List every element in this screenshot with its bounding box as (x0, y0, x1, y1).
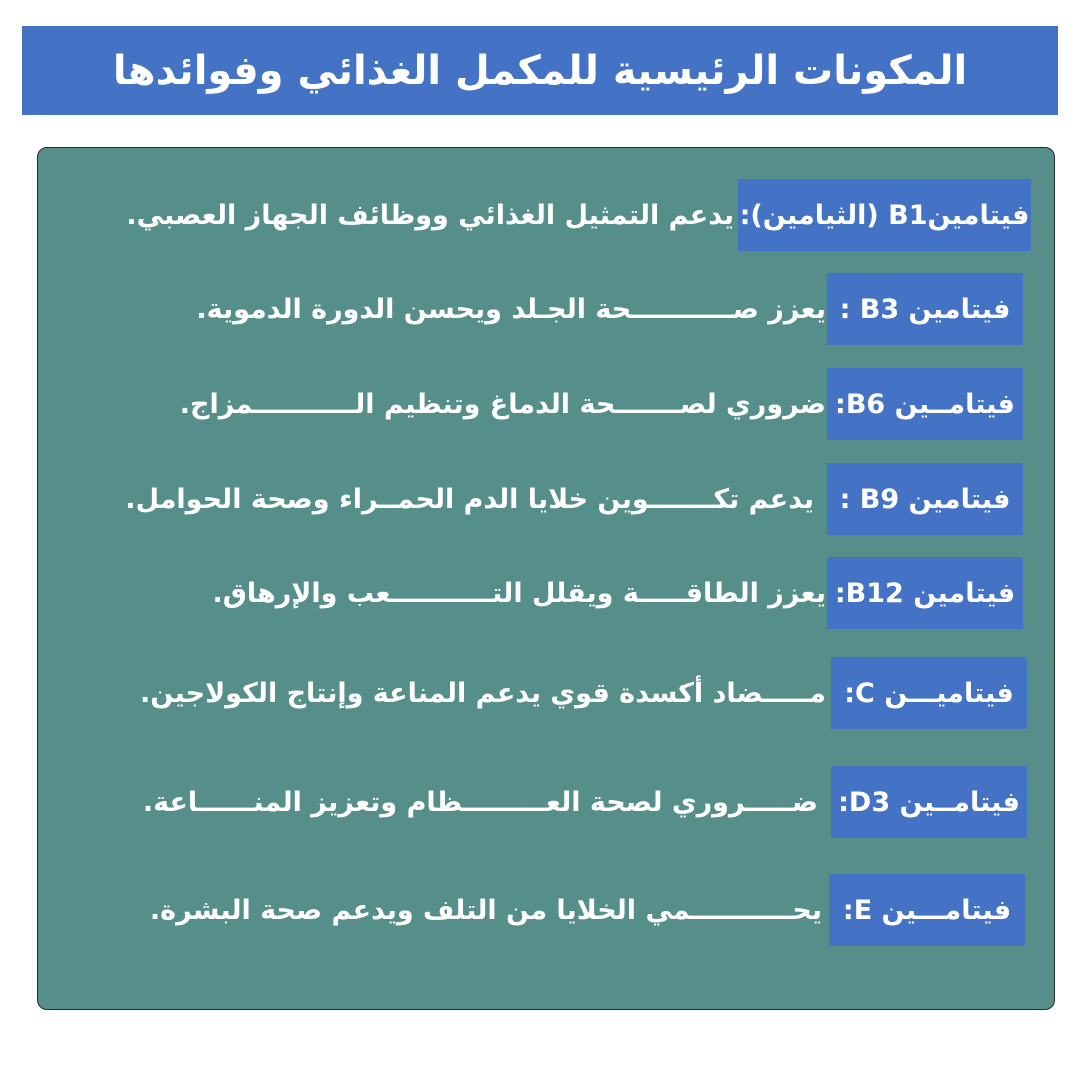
vitamin-label-box (831, 657, 1027, 729)
vitamin-label: فيتامـــين E: (842, 894, 1012, 926)
vitamin-label: فيتامــين B6: (835, 388, 1015, 420)
vitamin-label: فيتاميـــن C: (844, 677, 1014, 709)
vitamin-description: يدعم التمثيل الغذائي ووظائف الجهاز العصبي. (126, 199, 734, 231)
vitamin-label: فيتامينB1 (الثيامين): (739, 199, 1030, 231)
vitamin-description: يدعم تكـــــــوين خلايا الدم الحمــراء وصحة الحوامل. (125, 483, 814, 515)
vitamin-label-box (831, 766, 1027, 838)
vitamin-label: فيتامين B3 : (839, 293, 1011, 325)
vitamin-label-box (827, 273, 1023, 345)
vitamin-label: فيتامين B9 : (839, 483, 1011, 515)
vitamin-description: يعزز الطاقـــــة ويقلل التـــــــــــعب والإرهاق. (212, 577, 826, 609)
vitamin-description: يحـــــــــــمي الخلايا من التلف ويدعم صحة البشرة. (149, 894, 822, 926)
content-panel (37, 147, 1055, 1010)
vitamin-label-box (829, 874, 1025, 946)
vitamin-label: فيتامين B12: (834, 577, 1016, 609)
vitamin-description: يعزز صـــــــــــحة الجـلد ويحسن الدورة الدموية. (196, 293, 826, 325)
vitamin-description: ضـــــروري لصحة العـــــــــظام وتعزيز المنــــــاعة. (142, 786, 818, 818)
vitamin-description: ضروري لصـــــــحة الدماغ وتنظيم الـــــــــــمزاج. (179, 388, 826, 420)
vitamin-label: فيتامــين D3: (838, 786, 1020, 818)
vitamin-description: مـــــضاد أكسدة قوي يدعم المناعة وإنتاج الكولاجين. (140, 677, 826, 709)
vitamin-label-box (738, 179, 1031, 251)
page-title: المكونات الرئيسية للمكمل الغذائي وفوائدها (112, 47, 968, 94)
vitamin-label-box (827, 557, 1023, 629)
vitamin-label-box (827, 368, 1023, 440)
vitamin-label-box (827, 463, 1023, 535)
title-banner (22, 26, 1058, 115)
